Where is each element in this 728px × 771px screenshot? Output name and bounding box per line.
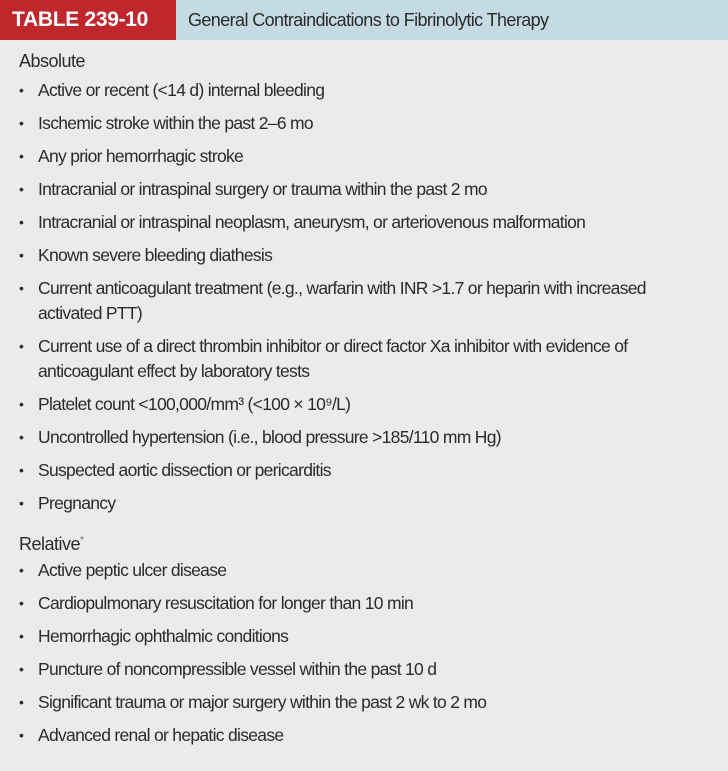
- bullet-icon: •: [19, 694, 24, 710]
- section-heading-absolute: [0, 44, 728, 78]
- absolute-list: [0, 78, 728, 516]
- list-item: [0, 334, 728, 384]
- table-number-label: TABLE 239-10: [0, 0, 176, 40]
- list-item-text: Current use of a direct thrombin inhibitor or direct factor Xa inhibitor with evidence of anticoagulant effect by laboratory tests: [38, 336, 628, 381]
- bullet-icon: •: [19, 628, 24, 644]
- relative-list: [0, 558, 728, 748]
- list-item: [0, 78, 728, 103]
- bullet-icon: •: [19, 214, 24, 230]
- list-item-text: Suspected aortic dissection or pericarditis: [38, 460, 331, 480]
- section-heading-text: Relative: [19, 534, 81, 554]
- list-item-text: Puncture of noncompressible vessel within the past 10 d: [38, 659, 437, 679]
- list-item: [0, 558, 728, 583]
- table-title: General Contraindications to Fibrinolytic Therapy: [176, 0, 728, 40]
- bullet-icon: •: [19, 661, 24, 677]
- bullet-icon: •: [19, 595, 24, 611]
- list-item: [0, 144, 728, 169]
- list-item-text: Any prior hemorrhagic stroke: [38, 146, 244, 166]
- list-item: [0, 276, 728, 326]
- list-item-text: Known severe bleeding diathesis: [38, 245, 273, 265]
- list-item: [0, 111, 728, 136]
- table-body: [0, 40, 728, 748]
- bullet-icon: •: [19, 727, 24, 743]
- section-heading-relative: [0, 524, 728, 558]
- list-item-text: Cardiopulmonary resuscitation for longer than 10 min: [38, 593, 414, 613]
- bullet-icon: •: [19, 429, 24, 445]
- bullet-icon: •: [19, 462, 24, 478]
- bullet-icon: •: [19, 396, 24, 412]
- list-item-text: Advanced renal or hepatic disease: [38, 725, 284, 745]
- list-item: [0, 210, 728, 235]
- list-item-text: Ischemic stroke within the past 2–6 mo: [38, 113, 313, 133]
- section-heading-text: Absolute: [19, 51, 86, 71]
- table-header: [0, 0, 728, 40]
- bullet-icon: •: [19, 247, 24, 263]
- list-item: [0, 177, 728, 202]
- list-item-text: Intracranial or intraspinal surgery or trauma within the past 2 mo: [38, 179, 487, 199]
- bullet-icon: •: [19, 280, 24, 296]
- bullet-icon: •: [19, 181, 24, 197]
- bullet-icon: •: [19, 82, 24, 98]
- list-item: [0, 243, 728, 268]
- list-item: [0, 591, 728, 616]
- list-item: [0, 657, 728, 682]
- list-item-text: Active peptic ulcer disease: [38, 560, 227, 580]
- list-item: [0, 624, 728, 649]
- bullet-icon: •: [19, 495, 24, 511]
- bullet-icon: •: [19, 148, 24, 164]
- bullet-icon: •: [19, 115, 24, 131]
- list-item-text: Hemorrhagic ophthalmic conditions: [38, 626, 289, 646]
- list-item: [0, 491, 728, 516]
- list-item: [0, 458, 728, 483]
- list-item: [0, 392, 728, 417]
- list-item-text: Pregnancy: [38, 493, 116, 513]
- list-item-text: Intracranial or intraspinal neoplasm, aneurysm, or arteriovenous malformation: [38, 212, 586, 232]
- list-item: [0, 723, 728, 748]
- bullet-icon: •: [19, 338, 24, 354]
- list-item-text: Uncontrolled hypertension (i.e., blood pressure >185/110 mm Hg): [38, 427, 501, 447]
- list-item-text: Platelet count <100,000/mm³ (<100 × 10⁹/L): [38, 394, 351, 414]
- list-item: [0, 425, 728, 450]
- list-item: [0, 690, 728, 715]
- bullet-icon: •: [19, 562, 24, 578]
- list-item-text: Current anticoagulant treatment (e.g., warfarin with INR >1.7 or heparin with increased activated PTT): [38, 278, 646, 323]
- footnote-marker: *: [80, 535, 84, 546]
- list-item-text: Significant trauma or major surgery within the past 2 wk to 2 mo: [38, 692, 487, 712]
- list-item-text: Active or recent (<14 d) internal bleeding: [38, 80, 325, 100]
